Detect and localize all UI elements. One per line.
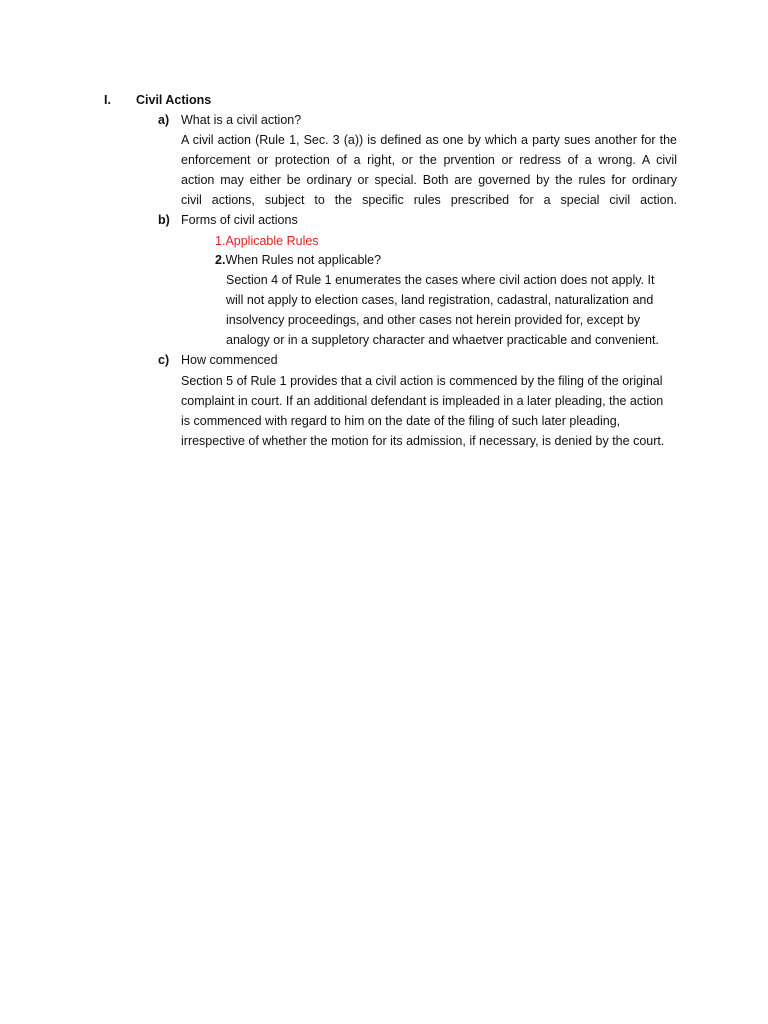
item-c-line: is commenced with regard to him on the date of the filing of such later pleading,: [181, 414, 621, 428]
item-a-label: a): [158, 113, 170, 127]
item-b-line: will not apply to election cases, land registration, cadastral, naturalization and: [226, 293, 654, 307]
item-c-line: Section 5 of Rule 1 provides that a civil action is commenced by the filing of the original: [181, 374, 663, 388]
section-title: Civil Actions: [136, 93, 212, 107]
item-c-line: irrespective of whether the motion for its admission, if necessary, is denied by the court.: [181, 434, 665, 448]
item-a-line: enforcement or protection of a right, or the prvention or redress of a wrong. A civil: [181, 153, 677, 167]
item-b-line: Section 4 of Rule 1 enumerates the cases where civil action does not apply. It: [226, 273, 655, 287]
subitem-2-number: 2.: [215, 253, 226, 267]
subitem-1-number: 1.: [215, 234, 226, 248]
item-a-line: civil actions, subject to the specific rules prescribed for a special civil action.: [181, 193, 677, 207]
item-c-line: complaint in court. If an additional defendant is impleaded in a later pleading, the action: [181, 394, 664, 408]
item-b-line: insolvency proceedings, and other cases not herein provided for, except by: [226, 313, 641, 327]
section-number: I.: [104, 93, 111, 107]
subitem-1-text: Applicable Rules: [225, 234, 319, 248]
item-a-line: action may either be ordinary or special. Both are governed by the rules for ordinary: [181, 173, 677, 187]
item-b-line: analogy or in a suppletory character and whaetver practicable and convenient.: [226, 333, 659, 347]
item-a-line: A civil action (Rule 1, Sec. 3 (a)) is defined as one by which a party sues another for the: [181, 133, 677, 147]
item-b-label: b): [158, 213, 170, 227]
subitem-2-text: When Rules not applicable?: [225, 253, 382, 267]
item-c-title: How commenced: [181, 353, 278, 367]
item-a-title: What is a civil action?: [181, 113, 302, 127]
item-b-title: Forms of civil actions: [181, 213, 298, 227]
item-c-label: c): [158, 353, 170, 367]
